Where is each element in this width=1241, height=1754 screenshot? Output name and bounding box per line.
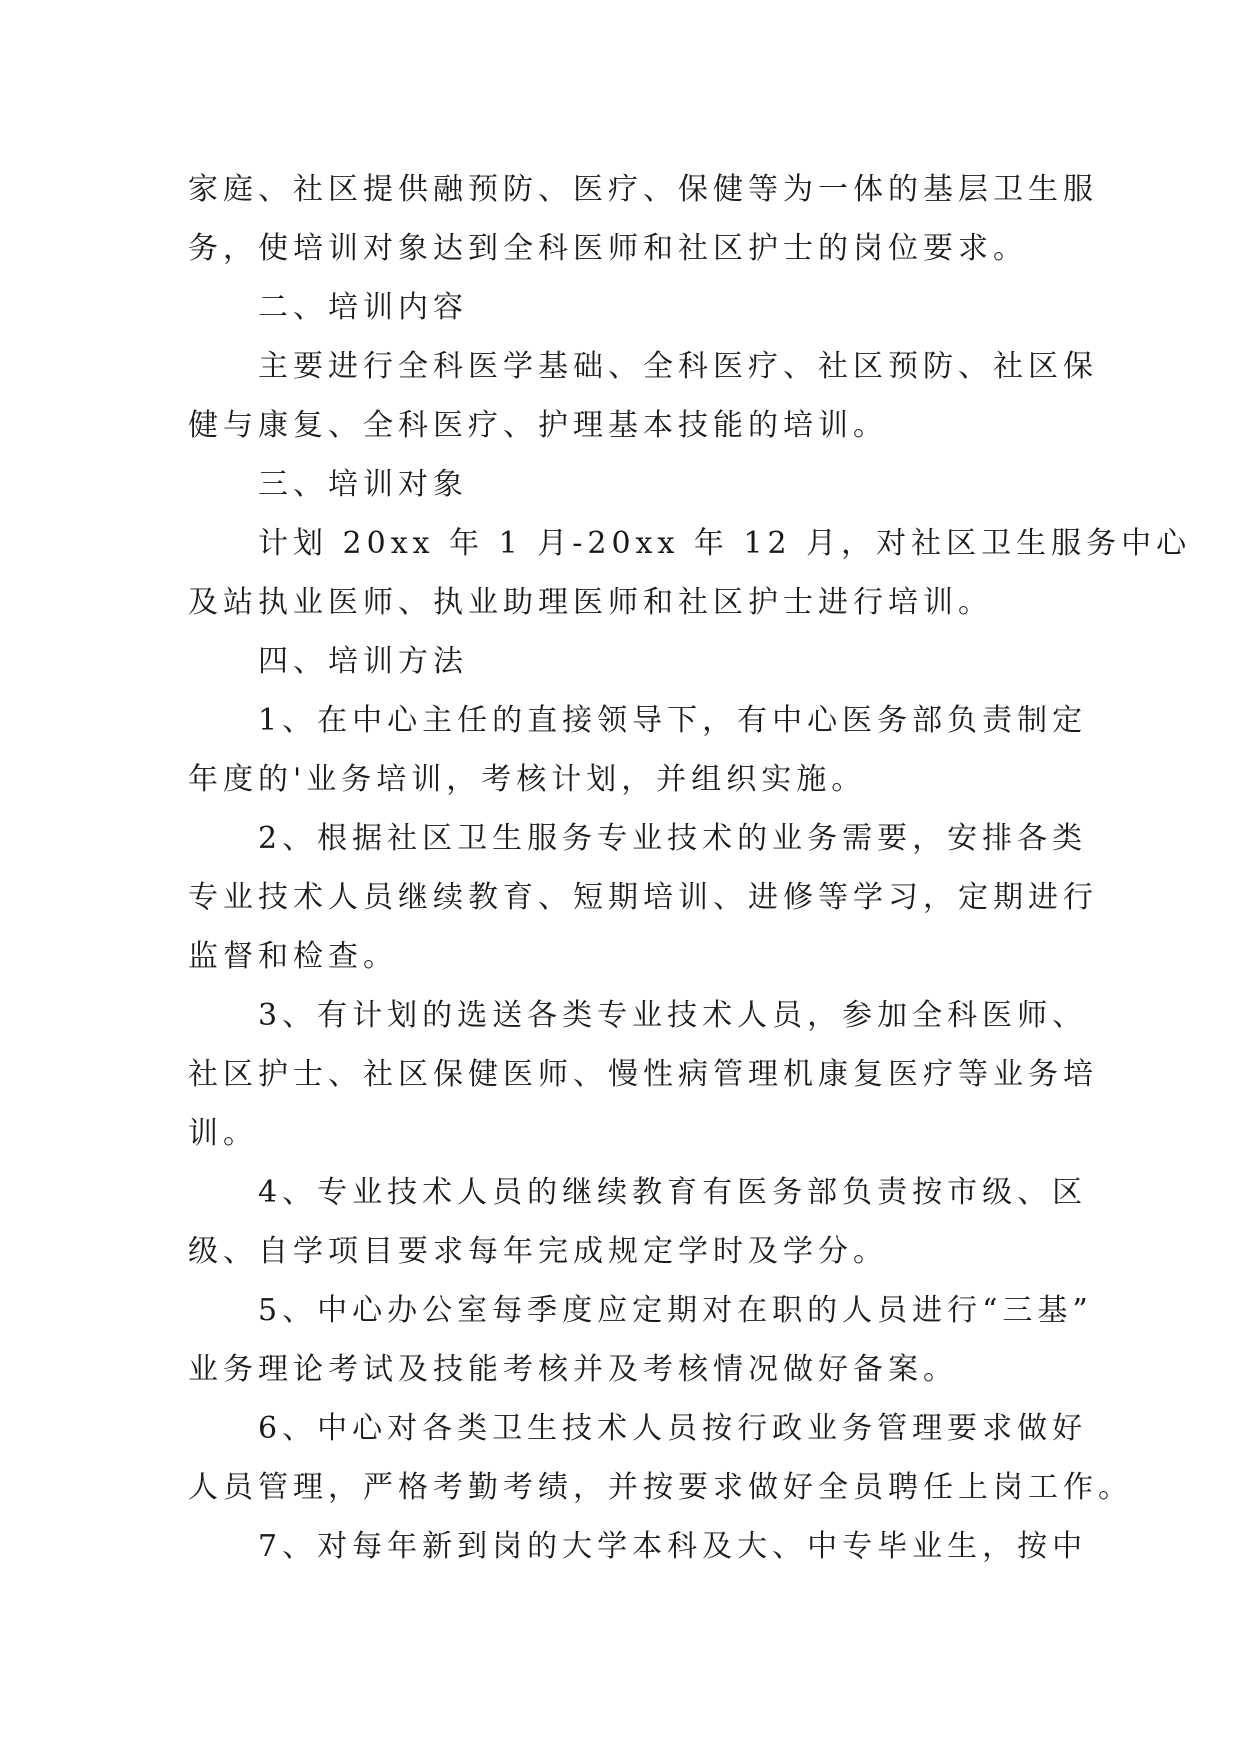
paragraph-line: 主要进行全科医学基础、全科医疗、社区预防、社区保 [258, 349, 1098, 384]
list-item-line: 1、在中心主任的直接领导下，有中心医务部负责制定 [258, 703, 1088, 738]
list-item-line: 业务理论考试及技能考核并及考核情况做好备案。 [188, 1352, 958, 1387]
list-item-line: 级、自学项目要求每年完成规定学时及学分。 [188, 1234, 888, 1269]
list-item-line: 6、中心对各类卫生技术人员按行政业务管理要求做好 [258, 1411, 1088, 1446]
paragraph-line: 家庭、社区提供融预防、医疗、保健等为一体的基层卫生服 [188, 172, 1098, 207]
paragraph-line: 计划 20xx 年 1 月-20xx 年 12 月，对社区卫生服务中心 [258, 526, 1192, 561]
section-heading: 二、培训内容 [258, 290, 468, 325]
list-item-line: 人员管理，严格考勤考绩，并按要求做好全员聘任上岗工作。 [188, 1470, 1133, 1505]
list-item-line: 年度的'业务培训，考核计划，并组织实施。 [188, 762, 867, 797]
list-item-line: 3、有计划的选送各类专业技术人员，参加全科医师、 [258, 998, 1088, 1033]
document-body [188, 160, 1192, 1576]
list-item-line: 7、对每年新到岗的大学本科及大、中专毕业生，按中 [258, 1529, 1088, 1564]
section-heading: 三、培训对象 [258, 467, 468, 502]
paragraph-line: 及站执业医师、执业助理医师和社区护士进行培训。 [188, 585, 993, 620]
list-item-line: 专业技术人员继续教育、短期培训、进修等学习，定期进行 [188, 880, 1098, 915]
list-item-line: 社区护士、社区保健医师、慢性病管理机康复医疗等业务培 [188, 1057, 1098, 1092]
paragraph-line: 务，使培训对象达到全科医师和社区护士的岗位要求。 [188, 231, 1028, 266]
list-item-line: 4、专业技术人员的继续教育有医务部负责按市级、区 [258, 1175, 1088, 1210]
list-item-line: 2、根据社区卫生服务专业技术的业务需要，安排各类 [258, 821, 1088, 856]
section-heading: 四、培训方法 [258, 644, 468, 679]
list-item-line: 训。 [188, 1116, 258, 1151]
list-item-line: 监督和检查。 [188, 939, 398, 974]
paragraph-line: 健与康复、全科医疗、护理基本技能的培训。 [188, 408, 888, 443]
list-item-line: 5、中心办公室每季度应定期对在职的人员进行“三基” [258, 1293, 1093, 1328]
